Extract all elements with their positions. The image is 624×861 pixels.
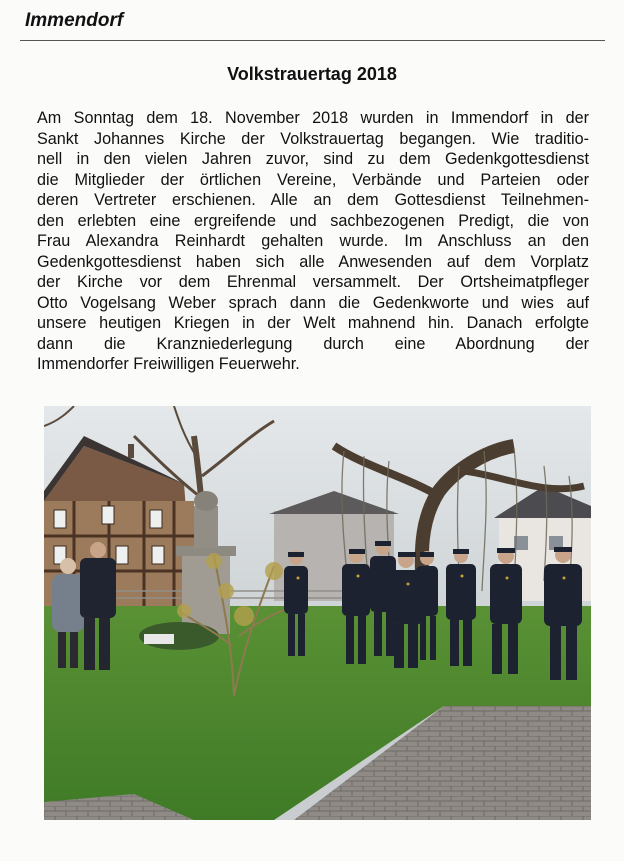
section-header: Immendorf (25, 10, 124, 31)
article-line: den erlebten eine ergreifende und sachbezogenen Predigt, die von (37, 211, 589, 230)
article-line: Immendorfer Freiwilligen Feuerwehr. (37, 355, 300, 373)
article-line: die Mitglieder der örtlichen Vereine, Verbände und Parteien oder (37, 170, 589, 189)
article-line: Otto Vogelsang Weber sprach dann die Gedenkworte und wies auf (37, 293, 589, 312)
article-body (37, 108, 589, 375)
article-line: nell in den vielen Jahren zuvor, sind zu dem Gedenkgottesdienst (37, 150, 589, 168)
memorial-ceremony-photo (44, 406, 591, 820)
article-line: dann die Kranzniederlegung durch eine Abordnung der (37, 334, 589, 353)
header-divider (20, 40, 605, 41)
article-line: Gedenkgottesdienst haben sich alle Anwesenden auf dem Vorplatz (37, 252, 589, 271)
article-line: Am Sonntag dem 18. November 2018 wurden in Immendorf in der (37, 109, 589, 127)
article-line: Sankt Johannes Kirche der Volkstrauertag begangen. Wie traditio- (37, 129, 589, 148)
article-line: unsere heutigen Kriegen in der Welt mahnend hin. Danach erfolgte (37, 314, 589, 332)
article-title: Volkstrauertag 2018 (227, 64, 397, 84)
article-line: deren Vertreter erschienen. Alle an dem Gottesdienst Teilnehmen- (37, 191, 589, 209)
civilian-mourners (52, 542, 116, 670)
article-line: Frau Alexandra Reinhardt gehalten wurde. Im Anschluss an den (37, 232, 589, 250)
article-line: der Kirche vor dem Ehrenmal versammelt. Der Ortsheimatpfleger (37, 273, 589, 291)
